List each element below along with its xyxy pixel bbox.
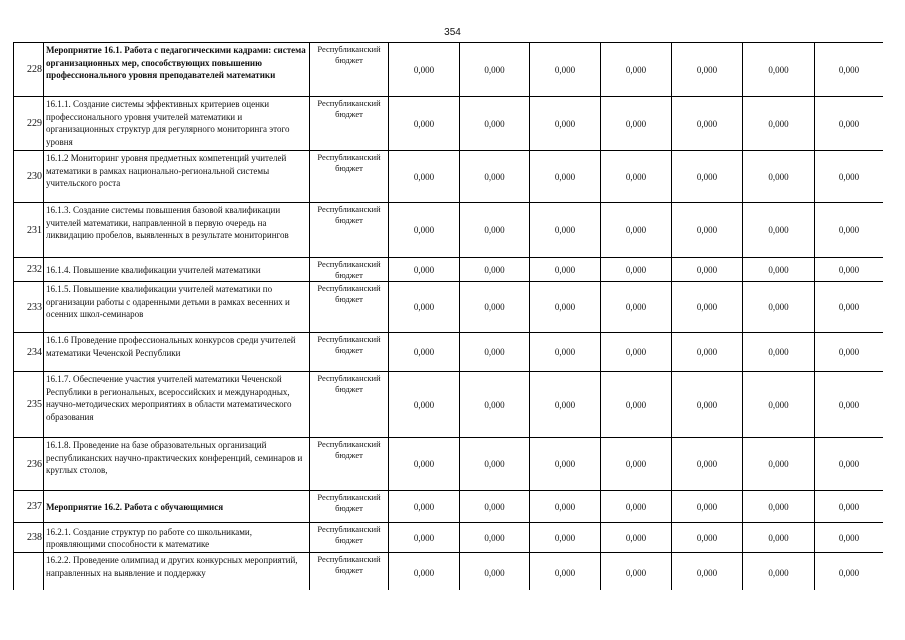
amount-cell: 0,000 <box>389 282 460 333</box>
amount-cell: 0,000 <box>530 523 601 553</box>
activity-name: 16.2.2. Проведение олимпиад и других конкурсных мероприятий, направленных на выявление и поддержку <box>44 553 310 591</box>
amount-cell: 0,000 <box>743 282 815 333</box>
amount-cell: 0,000 <box>815 97 884 151</box>
activity-name: 16.1.4. Повышение квалификации учителей математики <box>44 258 310 282</box>
row-number: 232 <box>14 258 44 282</box>
amount-cell: 0,000 <box>530 372 601 438</box>
funding-source: Республиканский бюджет <box>310 333 389 372</box>
amount-cell: 0,000 <box>389 553 460 591</box>
amount-cell: 0,000 <box>743 151 815 203</box>
amount-cell: 0,000 <box>815 43 884 97</box>
amount-cell: 0,000 <box>530 203 601 258</box>
amount-cell: 0,000 <box>460 203 530 258</box>
amount-cell: 0,000 <box>601 523 672 553</box>
amount-cell: 0,000 <box>815 523 884 553</box>
amount-cell: 0,000 <box>743 258 815 282</box>
funding-source: Республиканский бюджет <box>310 491 389 523</box>
amount-cell: 0,000 <box>389 372 460 438</box>
amount-cell: 0,000 <box>601 553 672 591</box>
activity-heading: Мероприятие 16.1. Работа с педагогическими кадрами: система организационных мер, способствующих повышению профессионального уровня преподавателей математики <box>44 43 310 97</box>
funding-source: Республиканский бюджет <box>310 43 389 97</box>
amount-cell: 0,000 <box>389 151 460 203</box>
table-row <box>14 258 884 282</box>
row-number <box>14 553 44 591</box>
amount-cell: 0,000 <box>815 258 884 282</box>
amount-cell: 0,000 <box>460 151 530 203</box>
amount-cell: 0,000 <box>601 438 672 491</box>
amount-cell: 0,000 <box>743 333 815 372</box>
amount-cell: 0,000 <box>672 203 743 258</box>
activity-name: 16.1.1. Создание системы эффективных критериев оценки профессионального уровня учителей математики и организационных структур для регулярного мониторинга этого уровня <box>44 97 310 151</box>
row-number: 230 <box>14 151 44 203</box>
funding-source: Республиканский бюджет <box>310 553 389 591</box>
amount-cell: 0,000 <box>601 491 672 523</box>
amount-cell: 0,000 <box>460 258 530 282</box>
amount-cell: 0,000 <box>389 97 460 151</box>
amount-cell: 0,000 <box>815 282 884 333</box>
amount-cell: 0,000 <box>601 43 672 97</box>
amount-cell: 0,000 <box>743 438 815 491</box>
amount-cell: 0,000 <box>815 553 884 591</box>
row-number: 231 <box>14 203 44 258</box>
amount-cell: 0,000 <box>672 258 743 282</box>
amount-cell: 0,000 <box>460 438 530 491</box>
amount-cell: 0,000 <box>460 282 530 333</box>
amount-cell: 0,000 <box>672 438 743 491</box>
amount-cell: 0,000 <box>460 372 530 438</box>
table-row <box>14 282 884 333</box>
amount-cell: 0,000 <box>743 97 815 151</box>
amount-cell: 0,000 <box>672 491 743 523</box>
amount-cell: 0,000 <box>530 43 601 97</box>
amount-cell: 0,000 <box>743 43 815 97</box>
amount-cell: 0,000 <box>815 372 884 438</box>
funding-source: Республиканский бюджет <box>310 438 389 491</box>
amount-cell: 0,000 <box>743 372 815 438</box>
amount-cell: 0,000 <box>530 438 601 491</box>
row-number: 237 <box>14 491 44 523</box>
amount-cell: 0,000 <box>815 151 884 203</box>
table-row <box>14 333 884 372</box>
amount-cell: 0,000 <box>389 523 460 553</box>
amount-cell: 0,000 <box>601 372 672 438</box>
page-number: 354 <box>444 27 461 38</box>
amount-cell: 0,000 <box>672 553 743 591</box>
funding-source: Республиканский бюджет <box>310 372 389 438</box>
table-row <box>14 151 884 203</box>
amount-cell: 0,000 <box>530 491 601 523</box>
funding-source: Республиканский бюджет <box>310 97 389 151</box>
amount-cell: 0,000 <box>530 282 601 333</box>
amount-cell: 0,000 <box>460 43 530 97</box>
amount-cell: 0,000 <box>530 333 601 372</box>
amount-cell: 0,000 <box>389 203 460 258</box>
table-row <box>14 372 884 438</box>
activity-name: 16.2.1. Создание структур по работе со школьниками, проявляющими способности к математике <box>44 523 310 553</box>
amount-cell: 0,000 <box>530 258 601 282</box>
amount-cell: 0,000 <box>601 97 672 151</box>
activity-heading: Мероприятие 16.2. Работа с обучающимися <box>44 491 310 523</box>
table-row <box>14 523 884 553</box>
amount-cell: 0,000 <box>460 523 530 553</box>
amount-cell: 0,000 <box>530 553 601 591</box>
amount-cell: 0,000 <box>601 151 672 203</box>
amount-cell: 0,000 <box>460 333 530 372</box>
row-number: 236 <box>14 438 44 491</box>
amount-cell: 0,000 <box>743 553 815 591</box>
table-body <box>14 43 884 591</box>
amount-cell: 0,000 <box>601 203 672 258</box>
amount-cell: 0,000 <box>743 203 815 258</box>
table-row <box>14 491 884 523</box>
amount-cell: 0,000 <box>601 282 672 333</box>
budget-table <box>13 42 883 590</box>
amount-cell: 0,000 <box>743 523 815 553</box>
funding-source: Республиканский бюджет <box>310 523 389 553</box>
amount-cell: 0,000 <box>672 151 743 203</box>
amount-cell: 0,000 <box>672 43 743 97</box>
budget-table-container <box>13 42 883 590</box>
amount-cell: 0,000 <box>815 438 884 491</box>
activity-name: 16.1.2 Мониторинг уровня предметных компетенций учителей математики в рамках национально-региональной системы учительского роста <box>44 151 310 203</box>
amount-cell: 0,000 <box>389 438 460 491</box>
amount-cell: 0,000 <box>389 491 460 523</box>
amount-cell: 0,000 <box>389 333 460 372</box>
amount-cell: 0,000 <box>530 151 601 203</box>
row-number: 233 <box>14 282 44 333</box>
amount-cell: 0,000 <box>743 491 815 523</box>
funding-source: Республиканский бюджет <box>310 258 389 282</box>
table-row <box>14 438 884 491</box>
amount-cell: 0,000 <box>530 97 601 151</box>
amount-cell: 0,000 <box>672 372 743 438</box>
table-row <box>14 553 884 591</box>
row-number: 238 <box>14 523 44 553</box>
amount-cell: 0,000 <box>672 97 743 151</box>
activity-name: 16.1.8. Проведение на базе образовательных организаций республиканских научно-практических конференций, семинаров и круглых столов, <box>44 438 310 491</box>
table-row <box>14 97 884 151</box>
amount-cell: 0,000 <box>672 282 743 333</box>
activity-name: 16.1.6 Проведение профессиональных конкурсов среди учителей математики Чеченской Республики <box>44 333 310 372</box>
row-number: 228 <box>14 43 44 97</box>
row-number: 229 <box>14 97 44 151</box>
amount-cell: 0,000 <box>672 523 743 553</box>
funding-source: Республиканский бюджет <box>310 282 389 333</box>
amount-cell: 0,000 <box>815 333 884 372</box>
activity-name: 16.1.5. Повышение квалификации учителей математики по организации работы с одаренными детьми в рамках весенних и осенних школ-семинаров <box>44 282 310 333</box>
funding-source: Республиканский бюджет <box>310 151 389 203</box>
funding-source: Республиканский бюджет <box>310 203 389 258</box>
row-number: 235 <box>14 372 44 438</box>
amount-cell: 0,000 <box>460 553 530 591</box>
amount-cell: 0,000 <box>815 491 884 523</box>
amount-cell: 0,000 <box>389 258 460 282</box>
amount-cell: 0,000 <box>460 97 530 151</box>
amount-cell: 0,000 <box>601 258 672 282</box>
amount-cell: 0,000 <box>389 43 460 97</box>
amount-cell: 0,000 <box>815 203 884 258</box>
amount-cell: 0,000 <box>460 491 530 523</box>
table-row <box>14 203 884 258</box>
activity-name: 16.1.7. Обеспечение участия учителей математики Чеченской Республики в региональных, всероссийских и международных, научно-методических мероприятиях в области математического образования <box>44 372 310 438</box>
row-number: 234 <box>14 333 44 372</box>
table-row <box>14 43 884 97</box>
activity-name: 16.1.3. Создание системы повышения базовой квалификации учителей математики, направленной в первую очередь на ликвидацию пробелов, выявленных в результате мониторингов <box>44 203 310 258</box>
amount-cell: 0,000 <box>601 333 672 372</box>
amount-cell: 0,000 <box>672 333 743 372</box>
